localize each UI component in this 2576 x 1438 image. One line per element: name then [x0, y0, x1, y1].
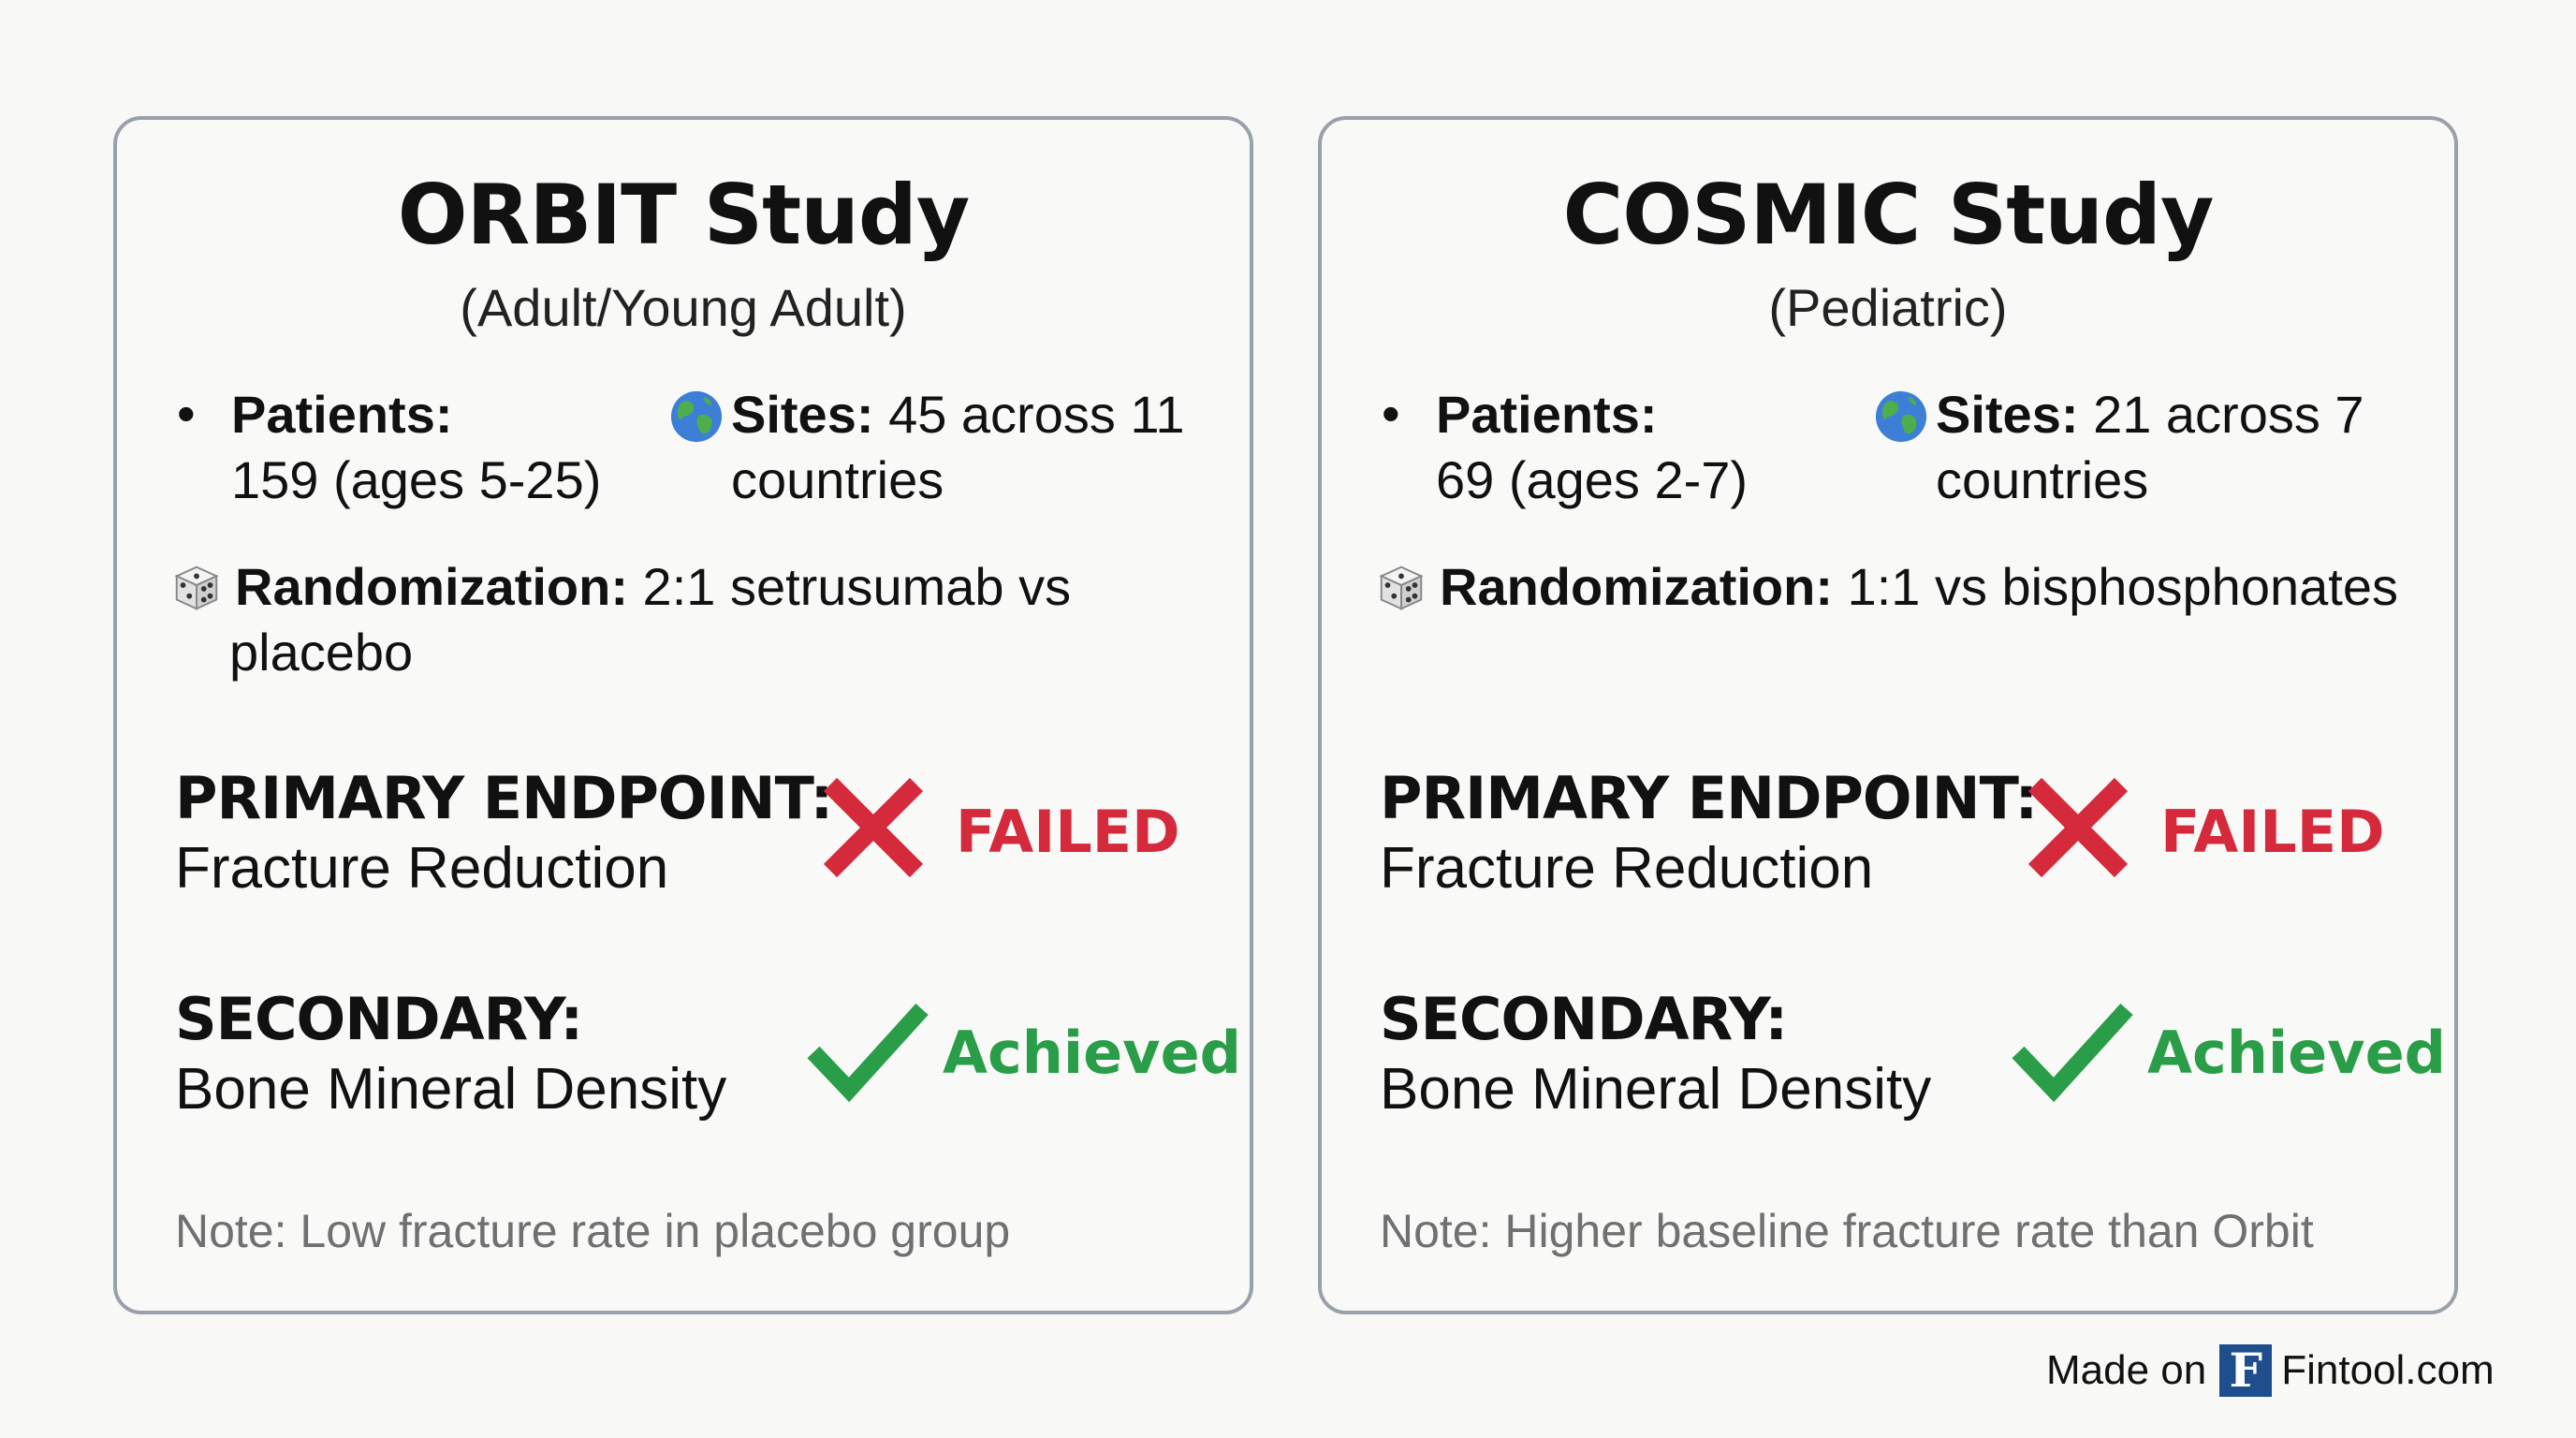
globe-icon: [669, 389, 724, 444]
patients-value: 69 (ages 2-7): [1436, 450, 1749, 509]
patients-info: [179, 382, 601, 513]
bullet-icon: •: [1382, 384, 1400, 443]
patients-value: 159 (ages 5-25): [231, 450, 602, 509]
footer-branding[interactable]: [2046, 1344, 2495, 1397]
randomization-value: 2:1 setrusumab vs: [642, 557, 1072, 616]
patients-label: Patients:: [1436, 385, 1658, 444]
study-note: Note: Low fracture rate in placebo group: [175, 1205, 1011, 1257]
brand-name: Fintool.com: [2281, 1347, 2495, 1393]
randomization-label: Randomization:: [1440, 557, 1833, 616]
made-on-text: Made on: [2046, 1347, 2207, 1393]
primary-endpoint-value: Fracture Reduction: [175, 836, 669, 901]
sites-label: Sites:: [1936, 385, 2079, 444]
sites-info: [669, 382, 1185, 513]
study-note: Note: Higher baseline fracture rate than Orbit: [1380, 1205, 2314, 1257]
dice-icon: [1374, 560, 1428, 614]
x-mark-icon: [2022, 771, 2134, 884]
primary-endpoint-label: PRIMARY ENDPOINT:: [1380, 764, 2038, 832]
failed-status: FAILED: [2160, 798, 2385, 866]
study-title: ORBIT Study: [397, 167, 970, 263]
study-subtitle: (Adult/Young Adult): [460, 278, 907, 337]
bullet-icon: •: [177, 384, 196, 443]
randomization-value: 1:1 vs bisphosphonates: [1847, 557, 2398, 616]
study-subtitle: (Pediatric): [1768, 278, 2008, 337]
primary-endpoint-value: Fracture Reduction: [1380, 836, 1874, 901]
sites-info: [1874, 382, 2364, 513]
check-mark-icon: [2011, 1000, 2134, 1103]
cosmic-study-card: [1318, 116, 2458, 1314]
secondary-endpoint-label: SECONDARY:: [1380, 985, 1788, 1053]
fintool-logo-icon: F: [2219, 1344, 2272, 1397]
randomization-value-cont: placebo: [229, 623, 414, 682]
achieved-status: Achieved: [2147, 1019, 2447, 1087]
sites-label: Sites:: [731, 385, 874, 444]
randomization-label: Randomization:: [235, 557, 628, 616]
secondary-endpoint-label: SECONDARY:: [175, 985, 583, 1053]
sites-value: 45 across 11: [888, 385, 1185, 444]
orbit-study-card: [113, 116, 1253, 1314]
study-title: COSMIC Study: [1562, 167, 2214, 263]
randomization-info: [1374, 554, 2422, 620]
dice-icon: [169, 560, 224, 614]
check-mark-icon: [806, 1000, 929, 1103]
sites-value-cont: countries: [731, 450, 944, 509]
achieved-status: Achieved: [943, 1019, 1242, 1087]
x-mark-icon: [817, 771, 929, 884]
patients-label: Patients:: [231, 385, 453, 444]
sites-value-cont: countries: [1936, 450, 2149, 509]
primary-endpoint-label: PRIMARY ENDPOINT:: [175, 764, 833, 832]
sites-value: 21 across 7: [2093, 385, 2364, 444]
globe-icon: [1874, 389, 1928, 444]
secondary-endpoint-value: Bone Mineral Density: [175, 1057, 727, 1122]
randomization-info: [169, 554, 1218, 685]
patients-info: [1383, 382, 1748, 513]
failed-status: FAILED: [956, 798, 1180, 866]
secondary-endpoint-value: Bone Mineral Density: [1380, 1057, 1932, 1122]
